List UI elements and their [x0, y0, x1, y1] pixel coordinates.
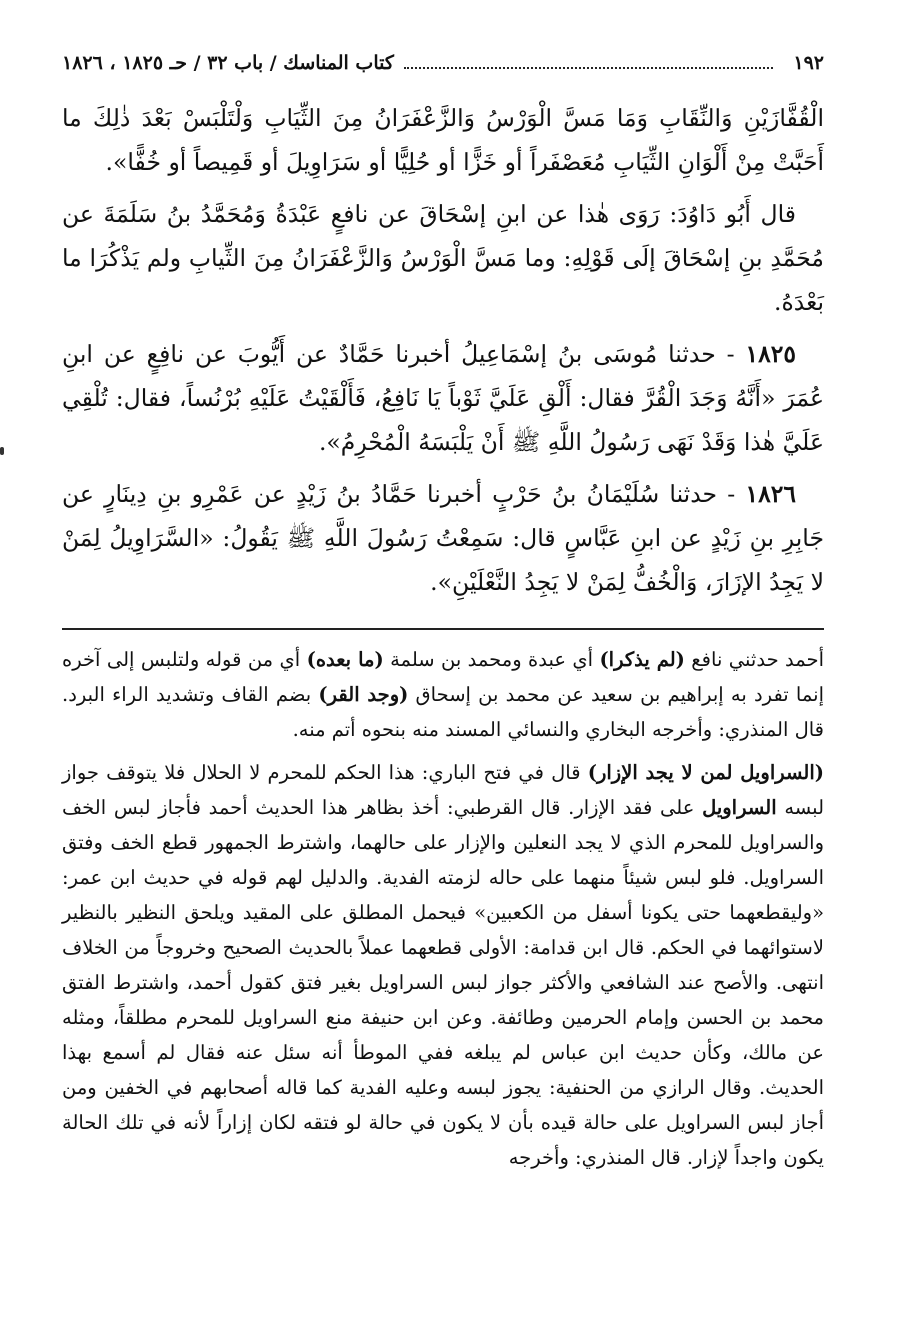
- main-paragraph-1: الْقُفَّازَيْنِ وَالنِّقَابِ وَمَا مَسَّ الْوَرْسُ وَالزَّعْفَرَانُ مِنَ الثِّيَابِ وَلْتَلْبَسْ بَعْدَ ذٰلِكَ ما أَحَبَّتْ مِنْ أَلْوَانِ الثِّيَابِ مُعَصْفَراً أو خَزًّا أو حُلِيًّا أو سَرَاوِيلَ أو قَمِيصاً أو خُفًّا».: [62, 104, 824, 176]
- header-leader-dots: [404, 66, 773, 69]
- hadith-1825-text: - حدثنا مُوسَى بنُ إسْمَاعِيلُ أخبرنا حَمَّادٌ عن أَيُّوبَ عن نافِعٍ عن ابنِ عُمَرَ «أَنَّهُ وَجَدَ الْقُرَّ فقال: أَلْقِ عَلَيَّ ثَوْباً يَا نَافِعُ، فَأَلْقَيْتُ عَلَيْهِ بُرْنُساً، فقال: تُلْقِي عَلَيَّ هٰذا وَقَدْ نَهَى رَسُولُ اللَّهِ ﷺ أَنْ يَلْبَسَهُ الْمُحْرِمُ».: [62, 340, 824, 456]
- main-text: [62, 96, 824, 604]
- hadith-number-1826: ١٨٢٦: [745, 480, 796, 508]
- footnote-text: على فقد الإزار. قال القرطبي: أخذ بظاهر هذا الحديث أحمد فأجاز لبس الخف والسراويل للمحرم الذي لا يجد النعلين والإزار على حالهما، واشترط الجمهور قطع الخف وفتق السراويل. فلو لبس شيئاً منهما على حاله لزمته الفدية. والدليل لهم قوله في حديث ابن عمر: «وليقطعهما حتى يكونا أسفل من الكعبين» فيحمل المطلق على المقيد ويلحق النظير بالنظير لاستوائهما في الحكم. قال ابن قدامة: الأولى قطعهما عملاً بالحديث الصحيح وخروجاً من الخلاف انتهى. والأصح عند الشافعي والأكثر جواز لبس السراويل بغير فتق كقول أحمد، واشترط الفتق محمد بن الحسن وإمام الحرمين وطائفة. وعن ابن حنيفة منع السراويل للمحرم مطلقاً، ومثله عن مالك، وكأن حديث ابن عباس لم يبلغه ففي الموطأ أنه سئل عنه فقال لم أسمع بهذا الحديث. وقال الرازي من الحنفية: يجوز لبسه وعليه الفدية كما قاله أصحابهم في الخفين ومن أجاز لبس السراويل على حالة قيده بأن لا يكون في حالة لو فتقه لكان إزاراً لأنه في تلك الحالة يكون واجداً لإزار. قال المنذري: وأخرجه: [62, 796, 824, 1169]
- footnote-text: أحمد حدثني نافع: [684, 648, 824, 671]
- footnote-lemma: (وجد القر): [318, 683, 409, 706]
- running-header: [62, 52, 824, 86]
- hadith-number-1825: ١٨٢٥: [745, 340, 796, 368]
- footnote-lemma: (ما بعده): [306, 648, 384, 671]
- footnote-divider: [62, 628, 824, 630]
- footnote-lemma: (السراويل لمن لا يجد الإزار): [587, 761, 824, 784]
- footnote-lemma: (لم يذكرا): [599, 648, 685, 671]
- page-number: ١٩٢: [793, 52, 824, 74]
- main-paragraph-2: قال أَبُو دَاوُدَ: رَوَى هٰذا عن ابنِ إسْحَاقَ عن نافعٍ عَبْدَةُ وَمُحَمَّدُ بنُ سَلَمَةَ عن مُحَمَّدِ بنِ إسْحَاقَ إلَى قَوْلِهِ: وما مَسَّ الْوَرْسُ وَالزَّعْفَرَانُ مِنَ الثِّيابِ ولم يَذْكُرَا ما بَعْدَهُ.: [62, 200, 824, 316]
- footnote-paragraph-1: [62, 642, 824, 747]
- hadith-1825: [62, 332, 824, 464]
- footnote-paragraph-2: [62, 755, 824, 1175]
- footnote-text: أي عبدة ومحمد بن سلمة: [383, 648, 600, 671]
- header-title: كتاب المناسك / باب ٣٢ / حـ ١٨٢٥ ، ١٨٢٦: [62, 52, 394, 74]
- scan-edge-mark: [0, 447, 4, 455]
- footnote-text: أي من قوله ولتلبس إلى آخره إنما تفرد به إبراهيم بن سعيد عن محمد بن إسحاق: [62, 648, 824, 706]
- footnote-lemma: السراويل: [702, 796, 777, 819]
- footnote-text: بضم القاف وتشديد الراء البرد. قال المنذري: وأخرجه البخاري والنسائي المسند منه بنحوه أتم منه.: [62, 683, 824, 741]
- hadith-1826-text: - حدثنا سُلَيْمَانُ بنُ حَرْبٍ أخبرنا حَمَّادُ بنُ زَيْدٍ عن عَمْرِو بنِ دِينَارٍ عن جَابِرِ بنِ زَيْدٍ عن ابنِ عَبَّاسٍ قال: سَمِعْتُ رَسُولَ اللَّهِ ﷺ يَقُولُ: «السَّرَاوِيلُ لِمَنْ لا يَجِدُ الإزَارَ، وَالْخُفُّ لِمَنْ لا يَجِدُ النَّعْلَيْنِ».: [62, 480, 824, 596]
- footnote-text: قال في فتح الباري: هذا الحكم للمحرم لا الحلال فلا يتوقف جواز لبسه: [62, 761, 825, 819]
- document-page: [62, 52, 824, 1183]
- footnotes: [62, 642, 824, 1175]
- hadith-1826: [62, 472, 824, 604]
